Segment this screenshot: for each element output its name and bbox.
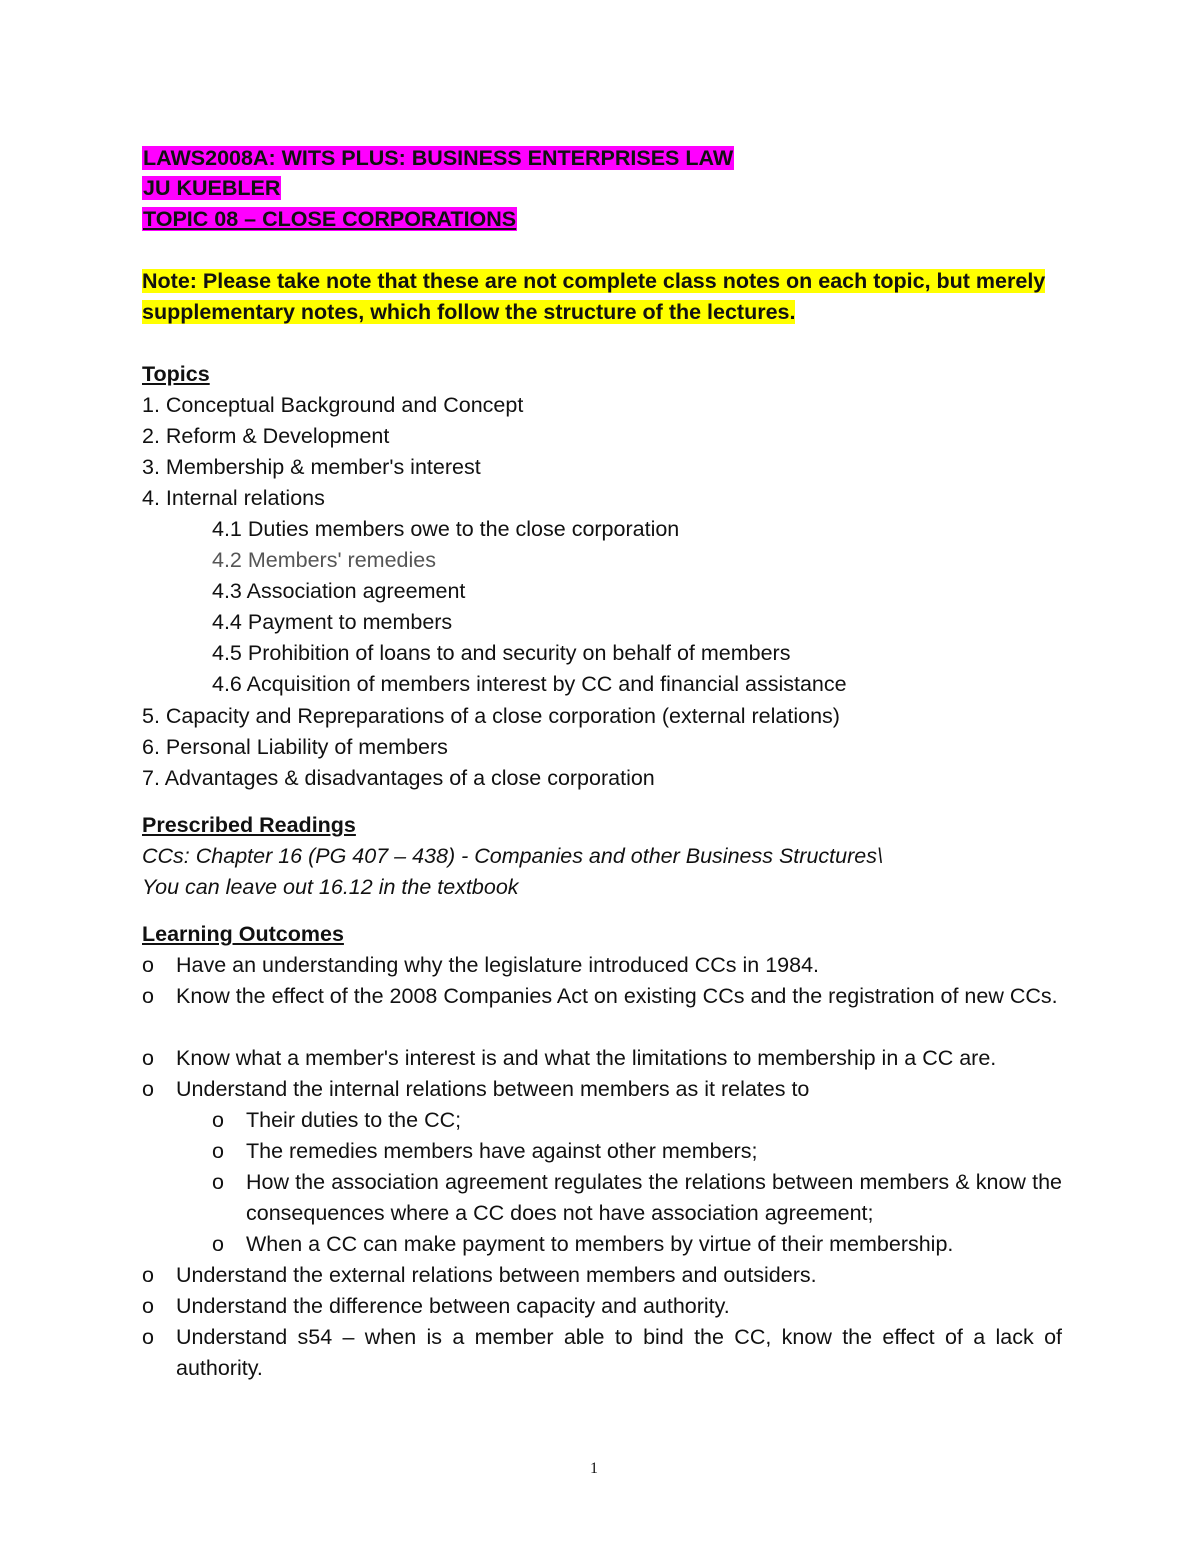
disclaimer-note: Note: Please take note that these are not complete class notes on each topic, but merely supplementary notes, which follow the structure of the lectures. <box>142 269 1046 324</box>
outcome-subitem: o How the association agreement regulates the relations between members & know the consequences where a CC does not have association agreement; <box>212 1170 1062 1225</box>
topic-item: 5. Capacity and Repreparations of a close corporation (external relations) <box>142 704 840 728</box>
subtopic-item: 4.3 Association agreement <box>212 579 466 603</box>
subtopic-item: 4.2 Members' remedies <box>212 548 436 572</box>
topic-title: TOPIC 08 – CLOSE CORPORATIONS <box>143 207 517 231</box>
outcome-item: o Know the effect of the 2008 Companies Act on existing CCs and the registration of new CCs. <box>142 984 1058 1008</box>
document-page: LAWS2008A: WITS PLUS: BUSINESS ENTERPRISES LAW JU KUEBLER TOPIC 08 – CLOSE CORPORATIONS Note: Please take note that these are not complete class notes on each topic, but merely supplementary notes, which follow the structure of the lectures. Topics 1. Conceptual Background and Concept 2. Reform & Development 3. Membership & member's interest 4. Internal relations 4.1 Duties members owe to the close corporation 4.2 Members' remedies 4.3 Association agreement 4.4 Payment to members 4.5 Prohibition of loans to and security on behalf of members 4.6 Acquisition of members interest by CC and financial assistance 5. Capacity and Repreparations of a close corporation (external relations) 6. Personal Liability of members 7. Advantages & disadvantages of a close corporation Prescribed Readings CCs: Chapter 16 (PG 407 – 438) - Companies and other Business Structures\ You can leave out 16.12 in the textbook Learning Outcomes o Have an understanding why the legislature introduced CCs in 1984. o Know the effect of the 2008 Companies Act on existing CCs and the registration of new CCs. o Know what a member's interest is and what the limitations to membership in a CC are. o Understand the internal relations between members as it relates to o Their duties to the CC; o The remedies members have against other members; o How the association agreement regulates the relations between members & know the consequences where a CC does not have association agreement; o When a CC can make payment to members by virtue of their membership. o Understand the external relations between members and outsiders. o Understand the difference between capacity and authority. o Understand s54 – when is a member able to bind the CC, know the effect of a lack of authority. 1 <box>142 146 1062 1477</box>
readings-heading: Prescribed Readings <box>142 813 356 837</box>
course-title: LAWS2008A: WITS PLUS: BUSINESS ENTERPRISES LAW <box>143 146 734 170</box>
outcome-item: o Understand s54 – when is a member able to bind the CC, know the effect of a lack of authority. <box>142 1325 1062 1380</box>
reading-line: You can leave out 16.12 in the textbook <box>142 875 519 899</box>
subtopic-item: 4.6 Acquisition of members interest by CC and financial assistance <box>212 672 847 696</box>
topic-item: 1. Conceptual Background and Concept <box>142 393 524 417</box>
topic-item: 7. Advantages & disadvantages of a close corporation <box>142 766 655 790</box>
topic-item: 4. Internal relations <box>142 486 325 510</box>
lecturer-name: JU KUEBLER <box>143 176 281 200</box>
reading-line: CCs: Chapter 16 (PG 407 – 438) - Companies and other Business Structures\ <box>142 844 883 868</box>
page-number: 1 <box>590 1460 598 1477</box>
outcomes-heading: Learning Outcomes <box>142 922 344 946</box>
topic-item: 2. Reform & Development <box>142 424 390 448</box>
topic-item: 3. Membership & member's interest <box>142 455 481 479</box>
subtopic-item: 4.4 Payment to members <box>212 610 453 634</box>
topic-item: 6. Personal Liability of members <box>142 735 448 759</box>
topics-heading: Topics <box>142 362 210 386</box>
subtopic-item: 4.1 Duties members owe to the close corporation <box>212 517 680 541</box>
subtopic-item: 4.5 Prohibition of loans to and security on behalf of members <box>212 641 791 665</box>
